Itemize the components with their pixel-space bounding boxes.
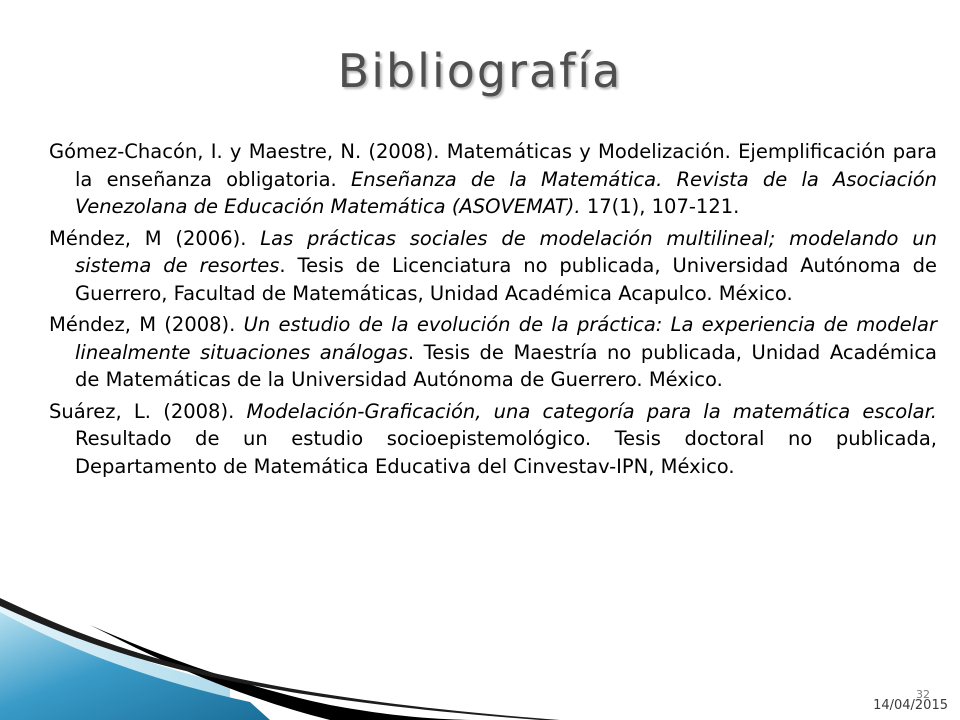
reference-tail: Resultado de un estudio socioepistemológico. Tesis doctoral no publicada, Departamento de Matemática Educativa del Cinvestav-IPN, México. [75, 427, 937, 478]
reference-lead: Suárez, L. (2008). [49, 399, 247, 423]
reference-lead: Méndez, M (2008). [49, 313, 244, 336]
reference-tail: . Tesis de Licenciatura no publicada, Universidad Autónoma de Guerrero, Facultad de Matemáticas, Unidad Académica Acapulco. México. [75, 254, 937, 305]
reference-tail: 17(1), 107-121. [580, 195, 740, 218]
reference-italic: Las prácticas sociales de modelación multilineal; modelando un sistema de resortes [75, 226, 938, 277]
reference-tail: . Tesis de Maestría no publicada, Unidad Académica de Matemáticas de la Universidad Autónoma de Guerrero. México. [75, 340, 937, 391]
reference-italic: Un estudio de la evolución de la práctica: La experiencia de modelar linealmente situaciones análogas [75, 313, 937, 364]
page-number: 32 [916, 688, 930, 701]
slide-date: 14/04/2015 [873, 698, 948, 713]
reference-italic: Enseñanza de la Matemática. Revista de la Asociación Venezolana de Educación Matemática (ASOVEMAT). [75, 167, 937, 218]
reference-lead: Gómez-Chacón, I. y Maestre, N. (2008). Matemáticas y Modelización. Ejemplificación para la enseñanza obligatoria. [49, 140, 937, 191]
reference-lead: Méndez, M (2006). [49, 226, 261, 250]
slide-title: Bibliografía [337, 44, 623, 98]
reference-italic: Modelación-Graficación, una categoría para la matemática escolar. [246, 399, 938, 423]
